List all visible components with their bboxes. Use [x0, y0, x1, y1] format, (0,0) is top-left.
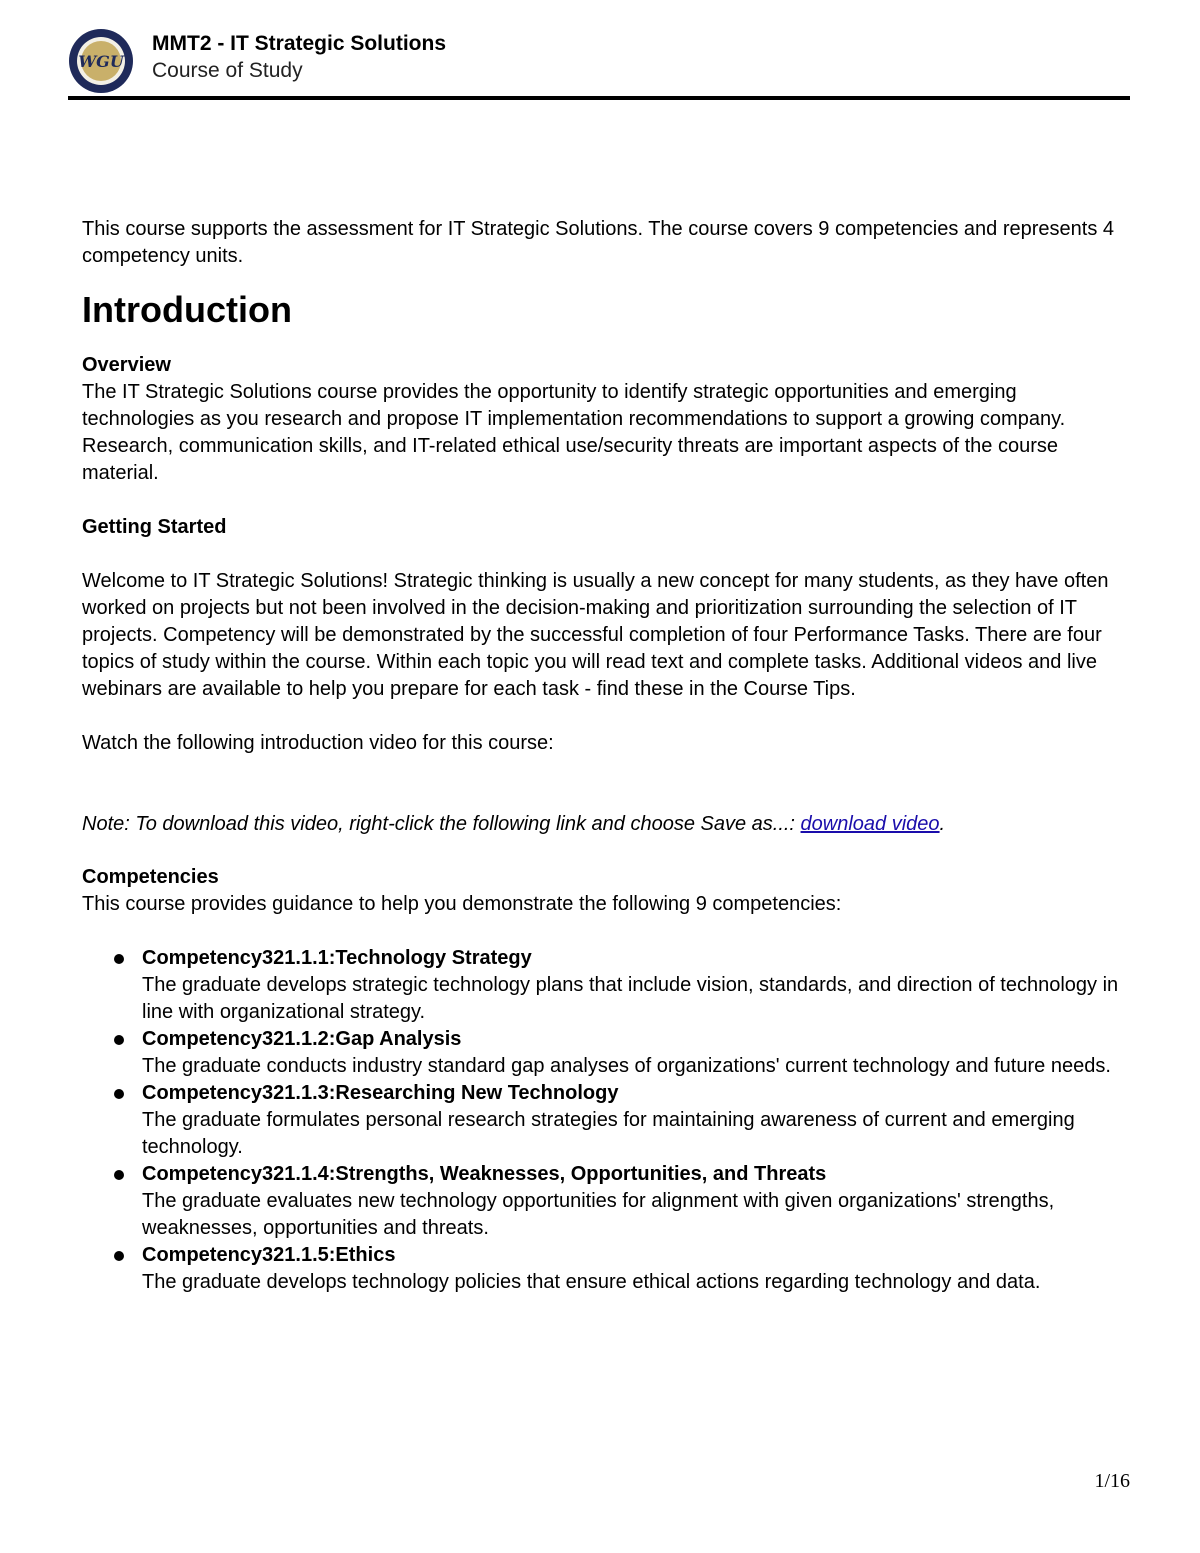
svg-text:WGU: WGU [78, 52, 124, 71]
course-title: MMT2 - IT Strategic Solutions [152, 32, 447, 55]
competency-description: The graduate develops strategic technology plans that include vision, standards, and direction of technology in line with organizational strategy. [142, 974, 1119, 1023]
download-video-link[interactable]: download video [800, 813, 940, 835]
competency-title: Competency321.1.3:Researching New Technology [142, 1082, 619, 1104]
download-note-text: Note: To download this video, right-click the following link and choose Save as...: [82, 813, 801, 835]
competencies-heading: Competencies [82, 866, 219, 888]
competency-title: Competency321.1.2:Gap Analysis [142, 1028, 462, 1050]
bullet-icon [114, 1170, 124, 1180]
competency-description: The graduate develops technology policies that ensure ethical actions regarding technology and data. [142, 1271, 1041, 1293]
list-item [82, 1080, 1122, 1161]
bullet-icon [114, 954, 124, 964]
competency-description: The graduate formulates personal research strategies for maintaining awareness of current and emerging technology. [142, 1109, 1075, 1158]
list-item [82, 1242, 1122, 1296]
competency-description: The graduate evaluates new technology opportunities for alignment with given organizations' strengths, weaknesses, opportunities and threats. [142, 1190, 1055, 1239]
video-prompt: Watch the following introduction video for this course: [82, 732, 554, 754]
download-note-end: . [939, 813, 946, 835]
list-item [82, 945, 1122, 1026]
competency-title: Competency321.1.1:Technology Strategy [142, 947, 532, 969]
course-subtitle: Course of Study [152, 59, 303, 82]
competency-list [82, 945, 1122, 1296]
overview-text: The IT Strategic Solutions course provides the opportunity to identify strategic opportunities and emerging technologies as you research and propose IT implementation recommendations to support a growing company. Research, communication skills, and IT-related ethical use/security threats are important aspects of the course material. [82, 381, 1066, 484]
page-header [68, 24, 1130, 100]
list-item [82, 1161, 1122, 1242]
overview-heading: Overview [82, 354, 171, 376]
wgu-seal-icon [68, 28, 134, 94]
competency-title: Competency321.1.4:Strengths, Weaknesses, Opportunities, and Threats [142, 1163, 827, 1185]
bullet-icon [114, 1089, 124, 1099]
section-title: Introduction [82, 289, 292, 330]
document-body [82, 216, 1122, 1296]
intro-paragraph: This course supports the assessment for IT Strategic Solutions. The course covers 9 competencies and represents 4 competency units. [82, 218, 1114, 267]
bullet-icon [114, 1035, 124, 1045]
list-item [82, 1026, 1122, 1080]
bullet-icon [114, 1251, 124, 1261]
header-divider [68, 96, 1130, 100]
getting-started-text: Welcome to IT Strategic Solutions! Strategic thinking is usually a new concept for many students, as they have often worked on projects but not been involved in the decision-making and prioritization surrounding the selection of IT projects. Competency will be demonstrated by the successful completion of four Performance Tasks. There are four topics of study within the course. Within each topic you will read text and complete tasks. Additional videos and live webinars are available to help you prepare for each task - find these in the Course Tips. [82, 570, 1109, 700]
getting-started-heading: Getting Started [82, 516, 227, 538]
download-note [82, 811, 1122, 838]
page-number: 1/16 [1094, 1470, 1130, 1492]
competencies-intro: This course provides guidance to help you demonstrate the following 9 competencies: [82, 893, 842, 915]
competency-title: Competency321.1.5:Ethics [142, 1244, 396, 1266]
competency-description: The graduate conducts industry standard gap analyses of organizations' current technology and future needs. [142, 1055, 1111, 1077]
